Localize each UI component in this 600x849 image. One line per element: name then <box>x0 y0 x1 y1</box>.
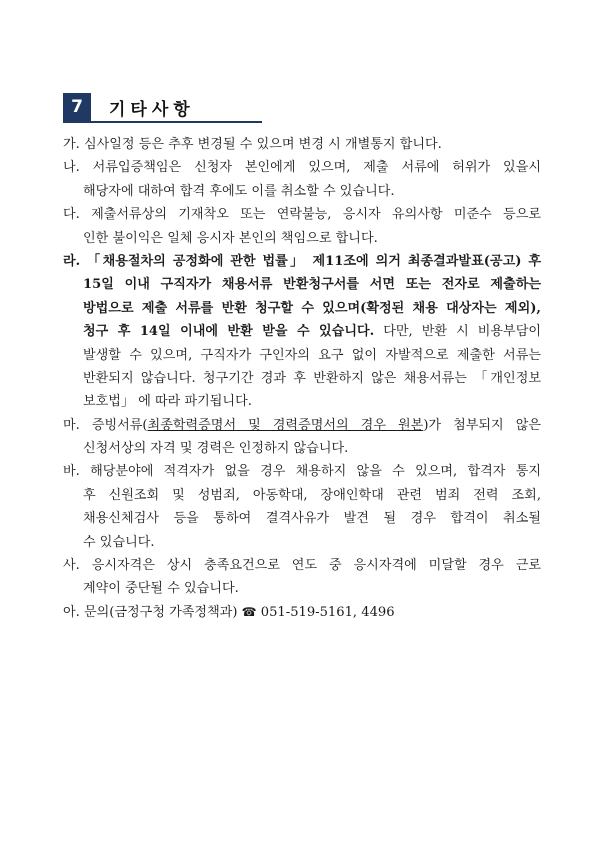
notice-item-continuation <box>63 273 541 296</box>
notice-item-continuation <box>63 577 541 600</box>
notice-item-continuation <box>63 531 541 554</box>
notice-item-continuation <box>63 320 541 343</box>
section-divider <box>63 121 262 123</box>
notice-item-continuation <box>63 227 541 250</box>
text-segment: 보호법」 에 따라 파기됩니다. <box>83 394 252 410</box>
notice-item-text <box>63 203 541 226</box>
notice-item-continuation <box>63 484 541 507</box>
notice-item-continuation <box>63 367 541 390</box>
notice-item <box>63 250 541 414</box>
notice-item-continuation <box>63 344 541 367</box>
bold-text: 청구 후 14일 이내에 반환 받을 수 있습니다. <box>83 324 375 340</box>
text-segment: 후 신원조회 및 성범죄, 아동학대, 장애인학대 관련 범죄 전력 조회, <box>83 487 541 503</box>
text-segment: 다만, 반환 시 비용부담이 <box>374 324 541 340</box>
text-segment: )가 첨부되지 않은 <box>423 417 541 433</box>
notice-item-continuation <box>63 180 541 203</box>
notice-list <box>63 133 541 624</box>
notice-item-continuation <box>63 390 541 413</box>
text-segment: 다. 제출서류상의 기재착오 또는 연락불능, 응시자 유의사항 미준수 등으로 <box>63 207 541 223</box>
notice-item-text <box>63 156 541 179</box>
section-number-badge: 7 <box>63 93 91 121</box>
notice-item-continuation <box>63 297 541 320</box>
section-title: 기타사항 <box>109 100 195 120</box>
notice-item-continuation <box>63 437 541 460</box>
notice-item <box>63 554 541 601</box>
notice-item-continuation <box>63 507 541 530</box>
phone-icon: ☎ <box>241 604 257 619</box>
text-segment: 051-519-5161, 4496 <box>256 604 395 620</box>
text-segment: 수 있습니다. <box>83 534 155 550</box>
text-segment: 계약이 중단될 수 있습니다. <box>83 581 239 597</box>
notice-item-text <box>63 554 541 577</box>
notice-item <box>63 133 541 156</box>
notice-item <box>63 460 541 554</box>
notice-item <box>63 601 541 624</box>
notice-item <box>63 414 541 461</box>
text-segment: 바. 해당분야에 적격자가 없을 경우 채용하지 않을 수 있으며, 합격자 통지 <box>63 464 541 480</box>
text-segment: 아. 문의(금정구청 가족정책과) <box>63 604 242 620</box>
text-segment: 나. 서류입증책임은 신청자 본인에게 있으며, 제출 서류에 허위가 있을시 <box>63 160 541 176</box>
text-segment: 해당자에 대하여 합격 후에도 이를 취소할 수 있습니다. <box>83 183 395 199</box>
text-segment: 사. 응시자격은 상시 충족요건으로 연도 중 응시자격에 미달할 경우 근로 <box>63 558 541 574</box>
notice-item <box>63 156 541 203</box>
text-segment: 발생할 수 있으며, 구직자가 구인자의 요구 없이 자발적으로 제출한 서류는 <box>83 347 541 363</box>
bold-text: 라. 「채용절차의 공정화에 관한 법률」 제11조에 의거 최종결과발표(공고) 후 <box>63 253 541 269</box>
notice-item-text <box>63 460 541 483</box>
text-segment: 마. 증빙서류( <box>63 417 148 433</box>
notice-item <box>63 203 541 250</box>
text-segment: 가. 심사일정 등은 추후 변경될 수 있으며 변경 시 개별통지 합니다. <box>63 137 442 152</box>
section-header <box>63 93 262 123</box>
bold-text: 방법으로 제출 서류를 반환 청구할 수 있으며(확정된 채용 대상자는 제외), <box>83 300 541 316</box>
text-segment: 인한 불이익은 일체 응시자 본인의 책임으로 합니다. <box>83 230 378 246</box>
notice-item-text <box>63 414 541 437</box>
underlined-text: 최종학력증명서 및 경력증명서의 경우 원본 <box>147 417 424 433</box>
notice-item-text <box>63 601 541 624</box>
text-segment: 반환되지 않습니다. 청구기간 경과 후 반환하지 않은 채용서류는 「개인정보 <box>83 370 541 386</box>
bold-text: 15일 이내 구직자가 채용서류 반환청구서를 서면 또는 전자로 제출하는 <box>83 277 541 293</box>
notice-item-text <box>63 250 541 273</box>
text-segment: 채용신체검사 등을 통하여 결격사유가 발견 될 경우 합격이 취소될 <box>83 511 541 527</box>
notice-item-text <box>63 133 541 156</box>
text-segment: 신청서상의 자격 및 경력은 인정하지 않습니다. <box>83 441 349 457</box>
